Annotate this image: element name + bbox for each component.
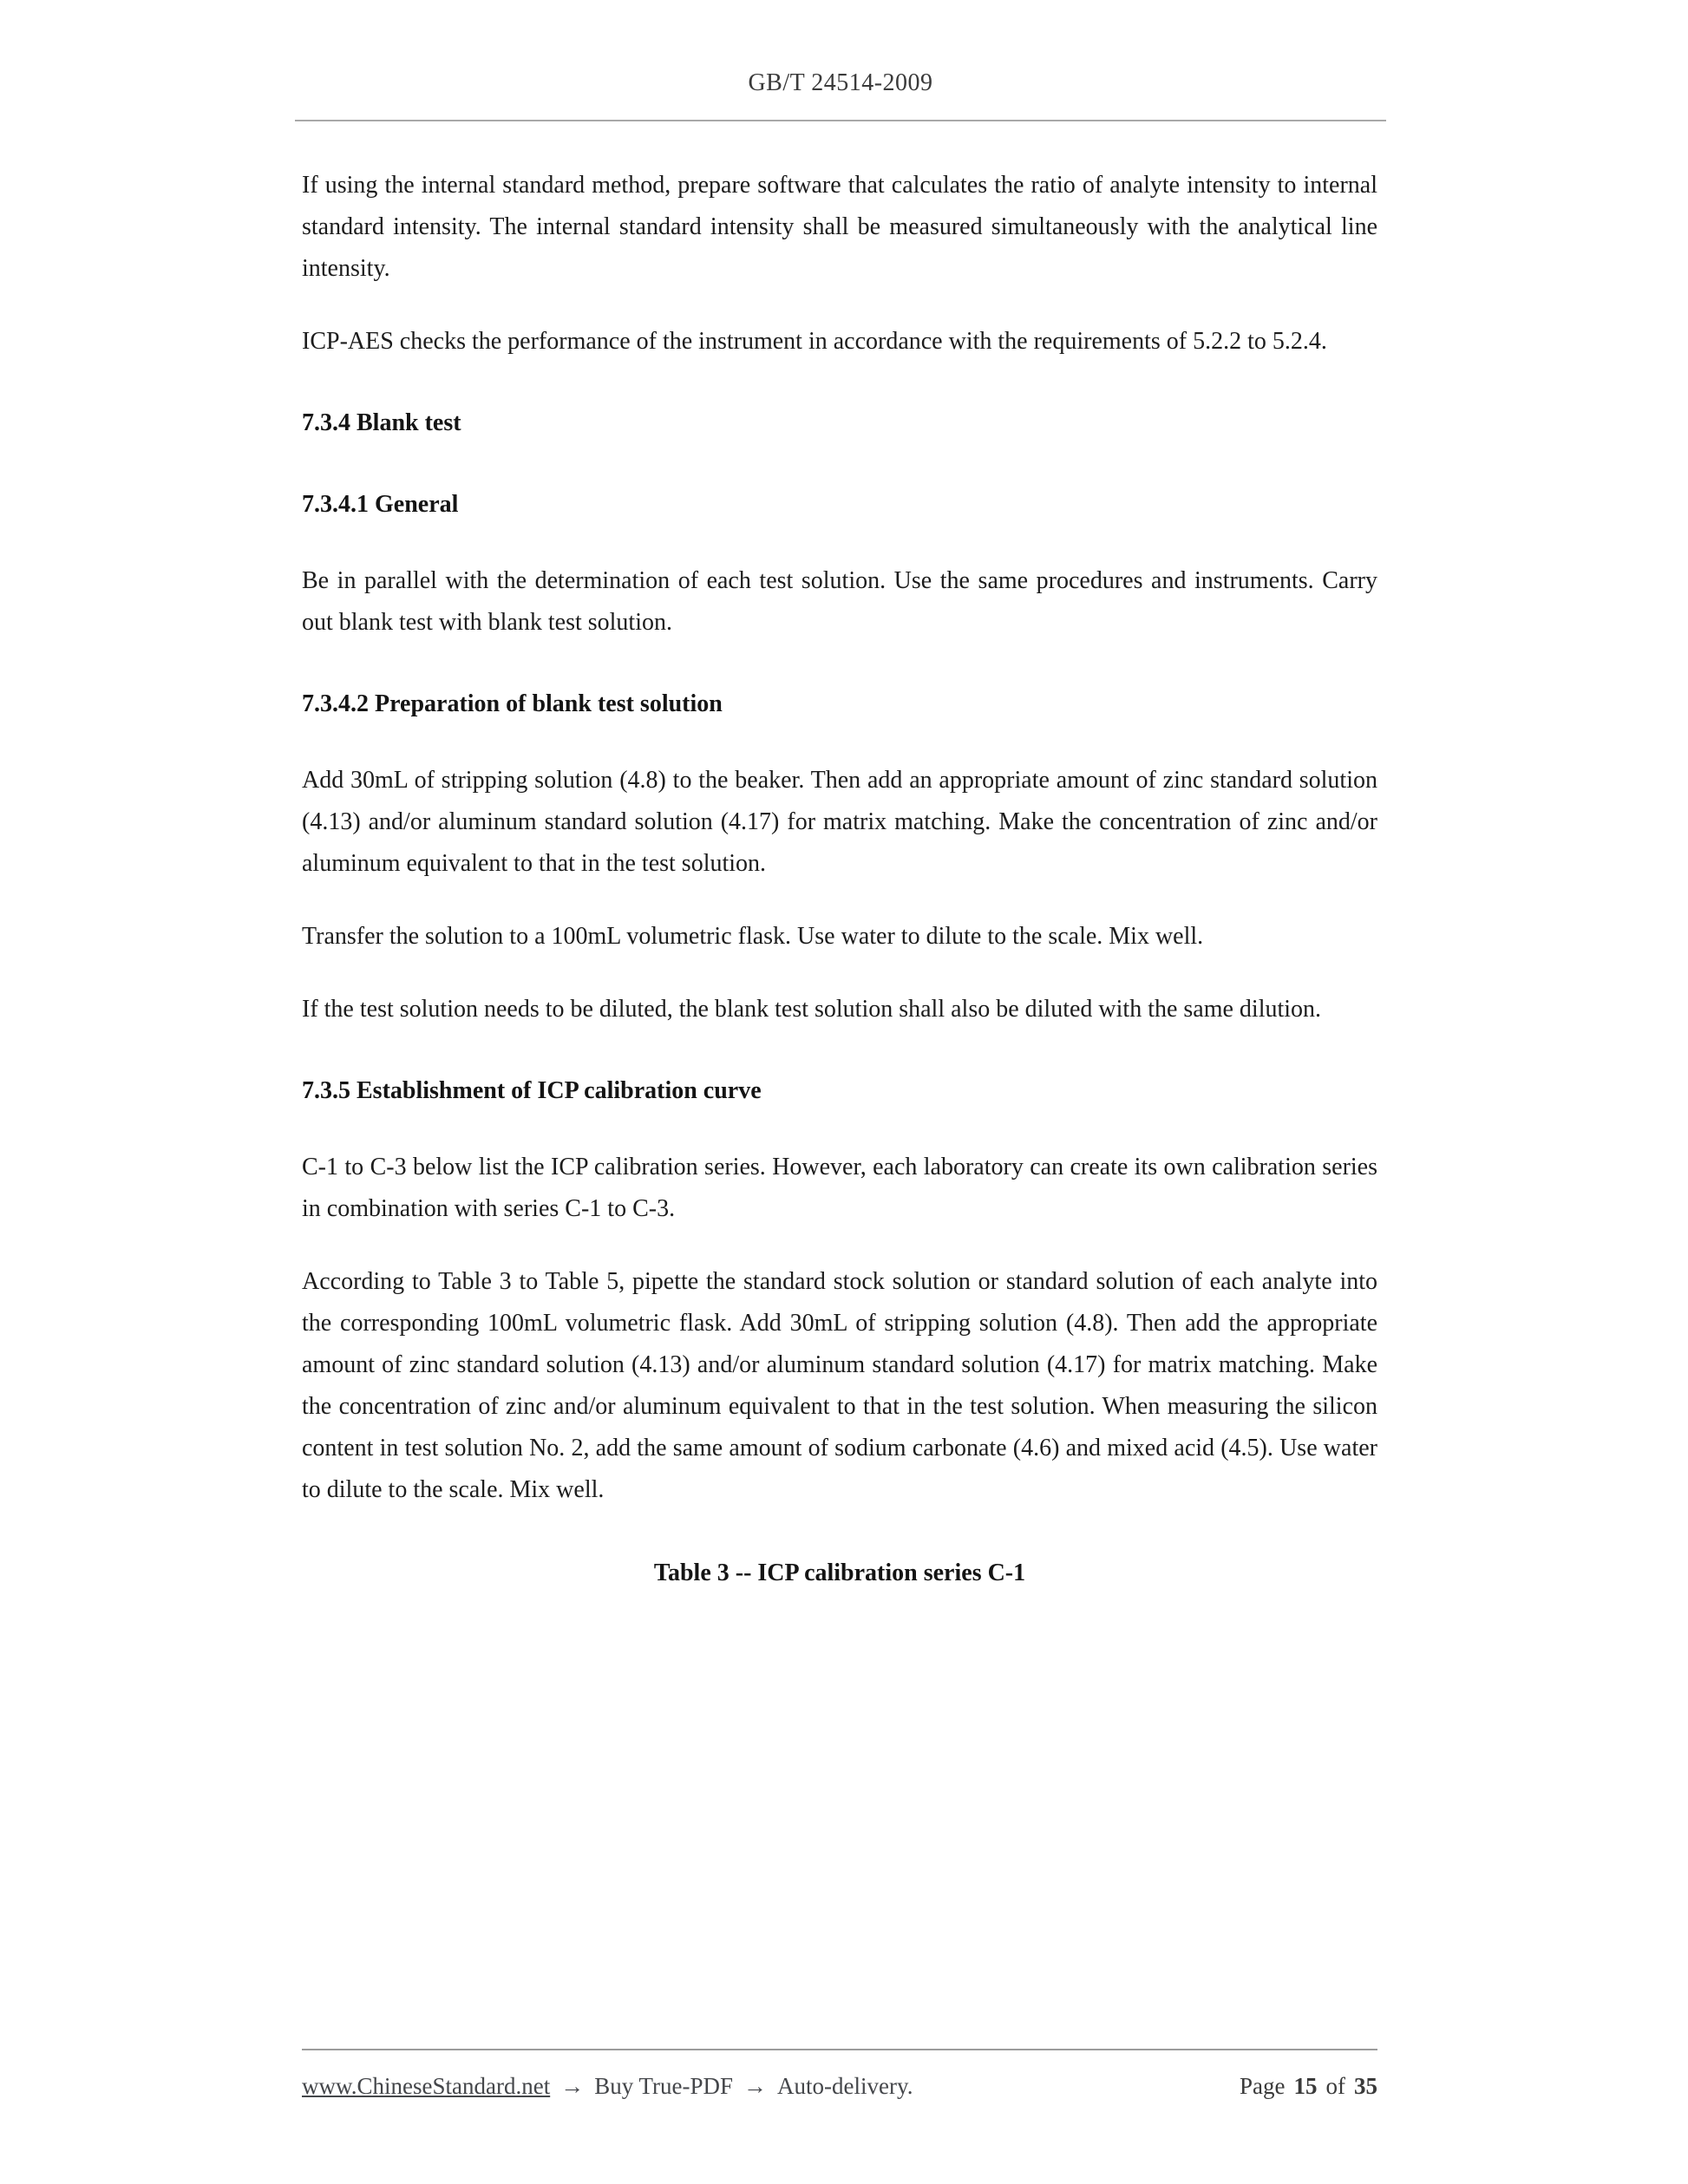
paragraph: According to Table 3 to Table 5, pipette the standard stock solution or standard solution of each analyte into the corresponding 100mL volumetric flask. Add 30mL of stripping solution (4.8). Then add the appropriate amount of zinc standard solution (4.13) and/or aluminum standard solution (4.17) for matrix matching. Make the concentration of zinc and/or aluminum equivalent to that in the test solution. When measuring the silicon content in test solution No. 2, add the same amount of sodium carbonate (4.6) and mixed acid (4.5). Use water to dilute to the scale. Mix well.: [302, 1268, 1377, 1503]
website-link[interactable]: www.ChineseStandard.net: [302, 2073, 551, 2099]
arrow-right-icon: →: [560, 2073, 585, 2099]
paragraph: Be in parallel with the determination of each test solution. Use the same procedures and instruments. Carry out blank test with blank test solution.: [302, 567, 1377, 636]
section-heading: 7.3.4.1 General: [302, 491, 459, 518]
paragraph: ICP-AES checks the performance of the instrument in accordance with the requirements of 5.2.2 to 5.2.4.: [302, 328, 1327, 355]
document-number: GB/T 24514-2009: [748, 69, 933, 96]
section-heading: 7.3.4 Blank test: [302, 409, 461, 436]
paragraph: If the test solution needs to be diluted, the blank test solution shall also be diluted with the same dilution.: [302, 996, 1322, 1023]
section-heading: 7.3.4.2 Preparation of blank test solution: [302, 690, 723, 717]
paragraph: Transfer the solution to a 100mL volumetric flask. Use water to dilute to the scale. Mix well.: [302, 923, 1204, 950]
document-body: [302, 121, 1377, 1594]
buy-label: Buy True-PDF: [594, 2073, 734, 2099]
paragraph: Add 30mL of stripping solution (4.8) to the beaker. Then add an appropriate amount of zinc standard solution (4.13) and/or aluminum standard solution (4.17) for matrix matching. Make the concentration of zinc and/or aluminum equivalent to that in the test solution.: [302, 767, 1377, 877]
paragraph: C-1 to C-3 below list the ICP calibration series. However, each laboratory can create its own calibration series in combination with series C-1 to C-3.: [302, 1154, 1377, 1222]
page-header: [295, 0, 1386, 121]
page-indicator: [1240, 2073, 1377, 2100]
section-heading: 7.3.5 Establishment of ICP calibration curve: [302, 1077, 762, 1104]
of-word: of: [1325, 2073, 1345, 2099]
current-page-number: 15: [1293, 2073, 1318, 2099]
page-footer: [302, 2049, 1377, 2100]
arrow-right-icon: →: [743, 2073, 768, 2099]
footer-source-line: [302, 2073, 913, 2100]
paragraph: If using the internal standard method, prepare software that calculates the ratio of analyte intensity to internal standard intensity. The internal standard intensity shall be measured simultaneously with the analytical line intensity.: [302, 172, 1377, 282]
table-caption: Table 3 -- ICP calibration series C-1: [653, 1560, 1026, 1586]
delivery-label: Auto-delivery.: [777, 2073, 913, 2099]
total-page-number: 35: [1354, 2073, 1377, 2099]
page-word: Page: [1240, 2073, 1286, 2099]
